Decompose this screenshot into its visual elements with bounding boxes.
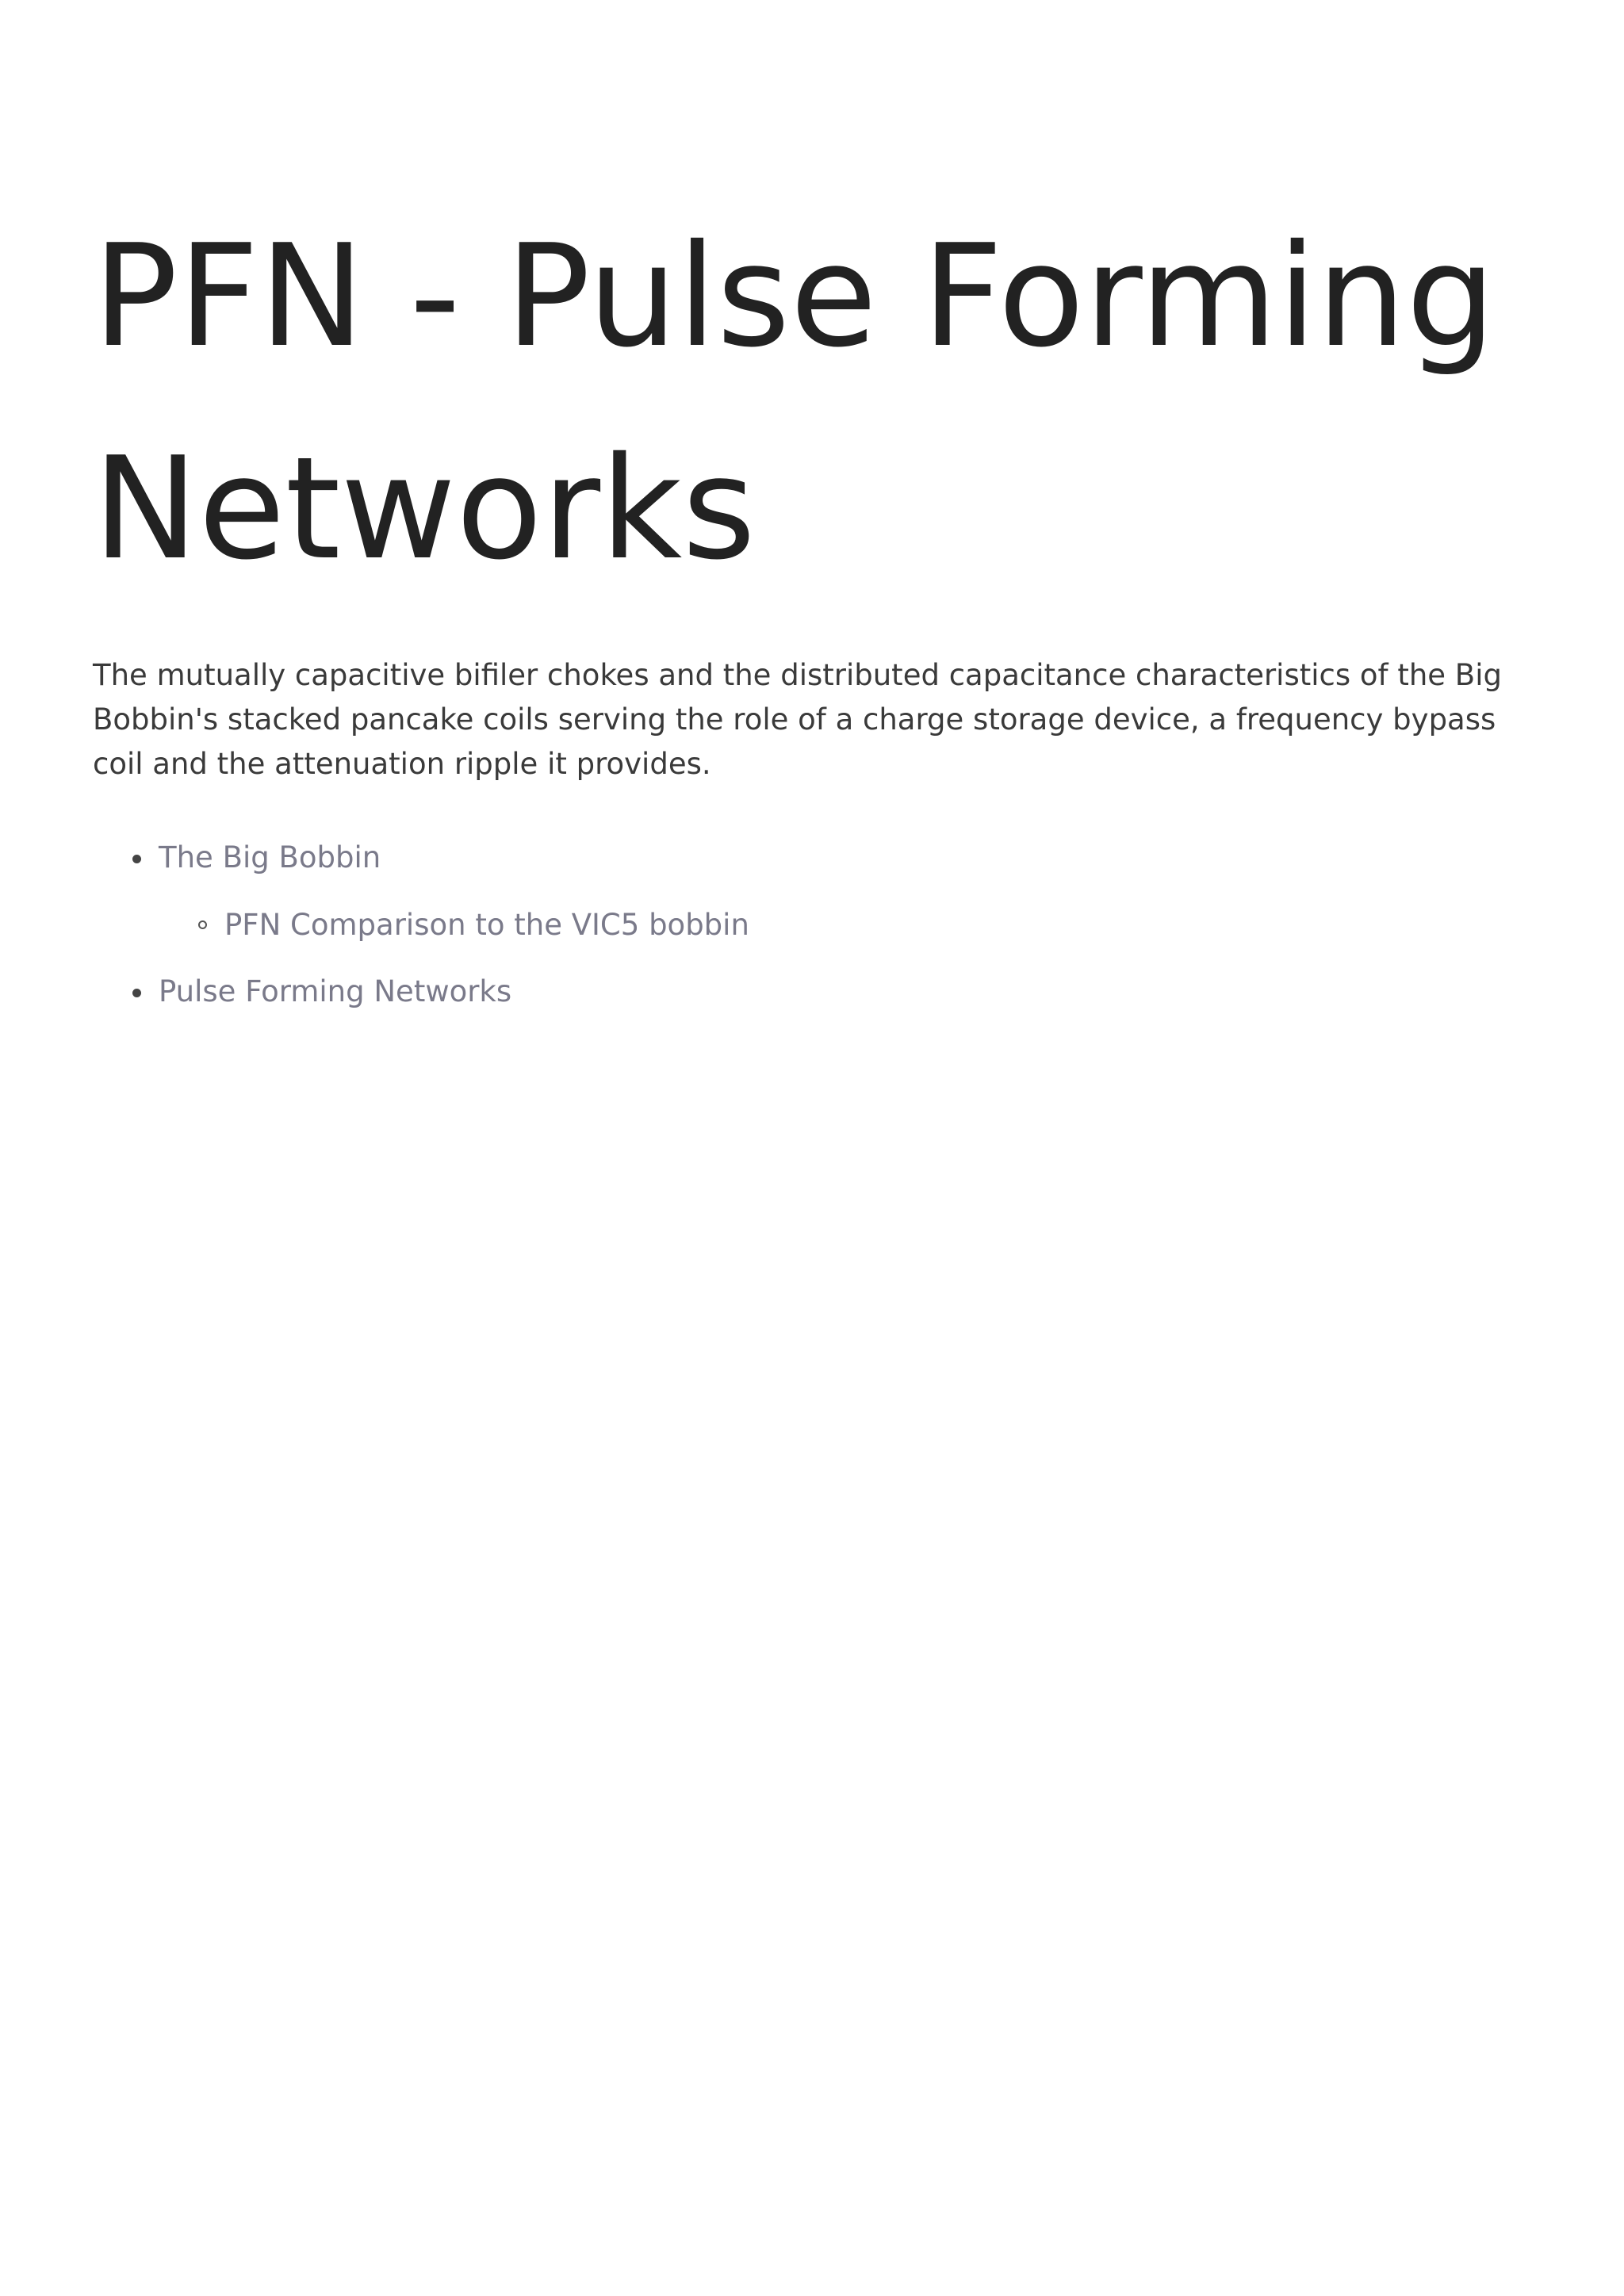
toc-item-pulse-forming-networks xyxy=(93,970,1544,1014)
intro-paragraph: The mutually capacitive bifiler chokes and the distributed capacitance characteristics of the Big Bobbin's stacked pancake coils serving the role of a charge storage device, a frequency bypass coil and the attenuation ripple it provides. xyxy=(93,658,1502,781)
page-title: PFN - Pulse Forming Networks xyxy=(93,214,1496,591)
bullet-disc-icon xyxy=(132,989,141,997)
toc-link-pfn-comparison[interactable]: PFN Comparison to the VIC5 bobbin xyxy=(224,908,749,942)
bullet-disc-icon xyxy=(132,855,141,863)
table-of-contents xyxy=(93,836,1544,1014)
toc-item-pfn-comparison xyxy=(159,903,1544,947)
bullet-circle-icon xyxy=(198,920,207,929)
sub-table-of-contents xyxy=(159,903,1544,947)
toc-link-pulse-forming-networks[interactable]: Pulse Forming Networks xyxy=(159,974,512,1008)
toc-item-the-big-bobbin xyxy=(93,836,1544,947)
toc-link-the-big-bobbin[interactable]: The Big Bobbin xyxy=(159,840,381,874)
